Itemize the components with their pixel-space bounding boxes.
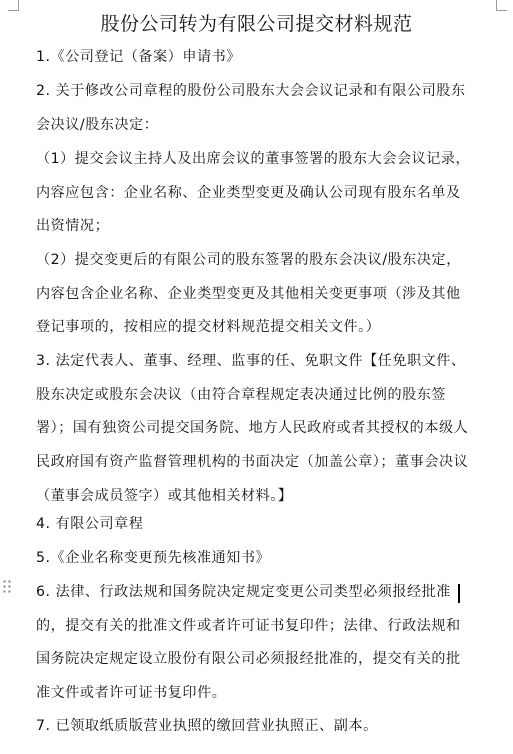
text-line[interactable]: 准文件或者许可证书复印件。: [36, 685, 227, 702]
text-line[interactable]: 4. 有限公司章程: [36, 516, 144, 532]
item-1[interactable]: [36, 41, 476, 75]
text-line[interactable]: 署）；国有独资公司提交国务院、地方人民政府或者其授权的本级人: [36, 420, 469, 437]
item-3[interactable]: [36, 345, 476, 514]
text-line[interactable]: 内容应包含：企业名称、企业类型变更及确认公司现有股东名单及: [36, 184, 461, 201]
text-line[interactable]: 会决议/股东决定：: [36, 116, 159, 133]
text-line[interactable]: 民政府国有资产监督管理机构的书面决定（加盖公章）；董事会决议: [36, 454, 469, 471]
text-line[interactable]: （1）提交会议主持人及出席会议的董事签署的股东大会会议记录，: [36, 151, 471, 167]
text-line[interactable]: 1.《公司登记（备案）申请书》: [36, 49, 241, 65]
text-cursor: [458, 584, 460, 603]
drag-handle-icon[interactable]: [2, 579, 12, 595]
document-title[interactable]: 股份公司转为有限公司提交材料规范: [100, 13, 413, 35]
item-5[interactable]: [36, 542, 476, 576]
text-line[interactable]: 内容包含企业名称、企业类型变更及其他相关变更事项（涉及其他: [36, 285, 461, 302]
text-line[interactable]: 登记事项的，按相应的提交材料规范提交相关文件。）: [36, 319, 381, 336]
item-2-sub-1[interactable]: [36, 143, 476, 244]
text-line[interactable]: （董事会成员签字）或其他相关材料。】: [36, 487, 293, 504]
item-7[interactable]: [36, 710, 476, 744]
item-6[interactable]: [36, 576, 476, 711]
text-line[interactable]: （2）提交变更后的有限公司的股东签署的股东会决议/股东决定，: [36, 252, 461, 268]
text-line[interactable]: 的，提交有关的批准文件或者许可证书复印件；法律、行政法规和: [36, 617, 461, 634]
text-line[interactable]: 2. 关于修改公司章程的股份公司股东大会会议记录和有限公司股东: [36, 83, 466, 99]
item-2-sub-2[interactable]: [36, 244, 476, 345]
text-line[interactable]: 出资情况；: [36, 218, 110, 235]
text-line[interactable]: 5.《企业名称变更预先核准通知书》: [36, 550, 271, 566]
text-line[interactable]: 国务院决定规定设立股份有限公司必须报经批准的，提交有关的批: [36, 651, 461, 668]
text-line[interactable]: 7. 已领取纸质版营业执照的缴回营业执照正、副本。: [36, 718, 378, 734]
item-4[interactable]: [36, 508, 476, 542]
text-line[interactable]: 6. 法律、行政法规和国务院决定规定变更公司类型必须报经批准: [36, 584, 451, 600]
item-2[interactable]: [36, 75, 476, 142]
text-line[interactable]: 股东决定或股东会决议（由符合章程规定表决通过比例的股东签: [36, 386, 447, 403]
text-line[interactable]: 3. 法定代表人、董事、经理、监事的任、免职文件【任免职文件、: [36, 353, 466, 369]
